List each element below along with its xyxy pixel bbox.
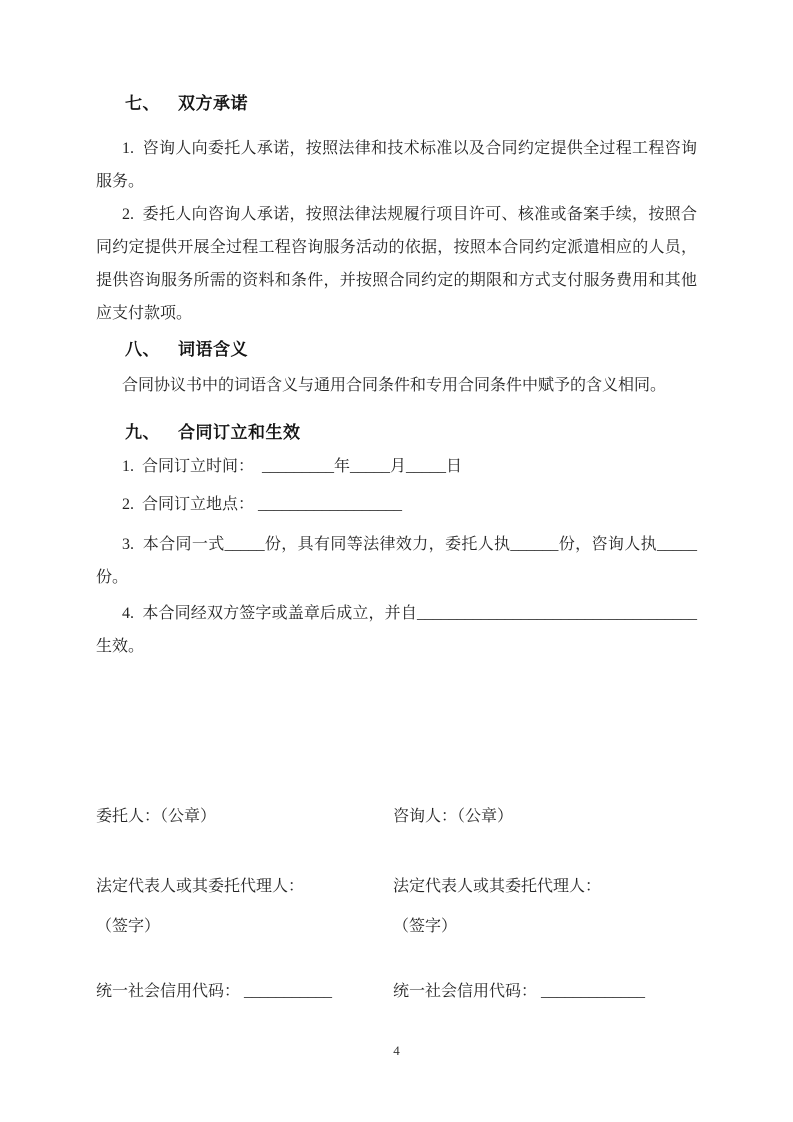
consultant-signature-label: （签字） [393, 918, 458, 935]
page-number: 4 [393, 1043, 400, 1058]
client-credit-code-label: 统一社会信用代码： ___________ [96, 983, 333, 1000]
section-7-paragraph-1: 1. 咨询人向委托人承诺，按照法律和技术标准以及合同约定提供全过程工程咨询服务。 [96, 140, 697, 190]
section-8-paragraph-1: 合同协议书中的词语含义与通用合同条件和专用合同条件中赋予的含义相同。 [122, 377, 667, 394]
contract-date-line: 1. 合同订立时间： _________年_____月_____日 [122, 458, 463, 475]
section-7-heading [125, 91, 697, 117]
section-9-title: 合同订立和生效 [178, 423, 301, 442]
signature-row-party [96, 800, 697, 833]
consultant-credit-code-label: 统一社会信用代码： _____________ [393, 983, 646, 1000]
consultant-representative-label: 法定代表人或其委托代理人： [393, 878, 602, 895]
client-signature-label: （签字） [96, 918, 161, 935]
signature-row-credit-code [96, 975, 697, 1008]
section-8-number: 八、 [125, 340, 160, 359]
signature-row-sign [96, 910, 697, 943]
section-9-number: 九、 [125, 423, 160, 442]
section-7-title: 双方承诺 [178, 94, 248, 113]
section-word-meanings [96, 337, 697, 402]
contract-copies-line: 3. 本合同一式_____份，具有同等法律效力，委托人执______份，咨询人执_____份。 [96, 536, 697, 586]
client-representative-label: 法定代表人或其委托代理人： [96, 878, 305, 895]
signature-row-representative [96, 870, 697, 903]
signature-block [96, 800, 697, 1008]
contract-place-line: 2. 合同订立地点： __________________ [122, 496, 403, 513]
section-8-heading [125, 337, 697, 363]
section-7-number: 七、 [125, 94, 160, 113]
client-party-label: 委托人：（公章） [96, 808, 217, 825]
section-contract-formation [96, 420, 697, 663]
consultant-party-label: 咨询人：（公章） [393, 808, 514, 825]
section-7-paragraph-2: 2. 委托人向咨询人承诺，按照法律法规履行项目许可、核准或备案手续，按照合同约定提供开展全过程工程咨询服务活动的依据，按照本合同约定派遣相应的人员，提供咨询服务所需的资料和条件，并按照合同约定的期限和方式支付服务费用和其他应支付款项。 [96, 206, 697, 322]
contract-effective-line: 4. 本合同经双方签字或盖章后成立，并自___________________________________生效。 [96, 605, 697, 655]
section-8-title: 词语含义 [178, 340, 248, 359]
section-9-heading [125, 420, 697, 446]
section-mutual-commitments [96, 91, 697, 330]
